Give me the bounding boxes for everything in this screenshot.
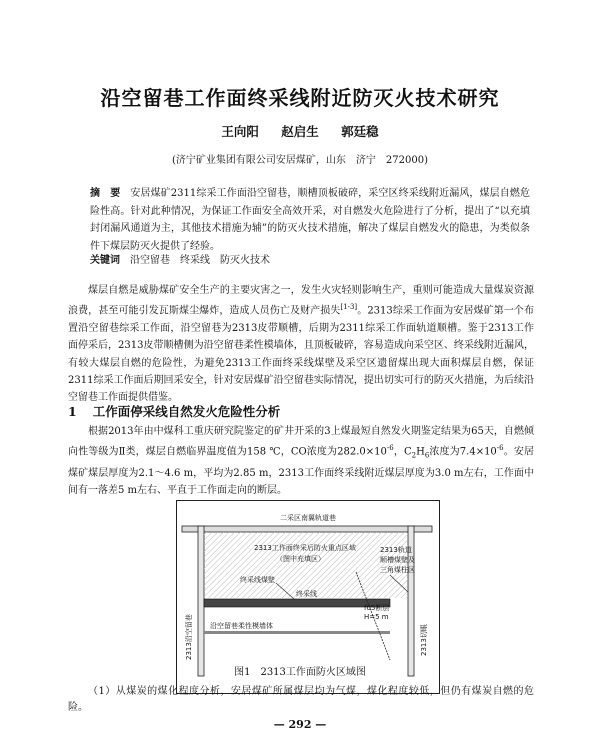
top-road-label: 二采区南翼轨道巷 [280, 514, 336, 522]
abstract-label: 摘 要 [90, 188, 121, 199]
subscript: 2 [411, 451, 417, 460]
right-label-1: 2313轨道 [380, 546, 412, 554]
fill-zone [204, 532, 408, 598]
fault-label-1: f05断层 [364, 604, 390, 612]
author-name: 赵启生 [281, 124, 319, 139]
affiliation: (济宁矿业集团有限公司安居煤矿，山东 济宁 272000) [172, 155, 428, 166]
zone-label-1: 2313工作面终采后防火重点区域 [254, 544, 356, 552]
stop-line-wall-label: 终采线煤壁 [240, 576, 275, 584]
left-roadway [198, 526, 204, 676]
keywords-label: 关键词 [90, 255, 120, 266]
analysis-paragraph [68, 423, 534, 500]
fault-label-2: H=5 m [364, 613, 389, 621]
intro-text-b: 。2313综采工作面为安居煤矿第一个布置沿空留巷综采工作面，沿空留巷为2313皮带顺槽，后期为2311综采工作面轨道顺槽。鉴于2313工作面停采后，2313皮带顺槽侧为沿空留巷柔性模墙体，且顶板破碎，容易造成向采空区、终采线附近漏风，有较大煤层自燃的危险性，为避免2313工作面终采线煤壁及采空区遗留煤出现大面积煤层自燃，保证2311综采工作面后期回采安全，针对安居煤矿沿空留巷实际情况，提出切实可行的防灭火措施，为后续沿空留巷工作面提供借鉴。 [68, 305, 535, 404]
right-vertical-label: 2313切眼 [420, 624, 428, 656]
intro-paragraph [68, 282, 534, 406]
abstract [90, 185, 530, 255]
keywords [90, 251, 530, 266]
abstract-text: 安居煤矿2311综采工作面沿空留巷，顺槽顶板破碎，采空区终采线附近漏风，煤层自燃危险性高。针对此种情况，为保证工作面安全高效开采，对自燃发火危险进行了分析，提出了“以充填封闭漏风通道为主，其他技术措施为辅”的防灭火技术措施，解决了煤层自燃发火的隐患，为类似条件下煤层防灭火提供了经验。 [90, 188, 530, 252]
right-label-3: 三角煤柱区 [380, 566, 415, 574]
page-number: — 292 — [273, 718, 327, 731]
author-list [0, 122, 600, 140]
subscript: 6 [424, 451, 430, 460]
list-paragraph: （1）从煤炭的煤化程度分析，安居煤矿所属煤层均为气煤，煤化程度较低，但仍有煤炭自燃的危险。 [68, 686, 534, 713]
para-text: H [416, 446, 425, 458]
keywords-text: 沿空留巷 终采线 防灭火技术 [130, 255, 270, 266]
left-vertical-label: 2313沿空留巷 [185, 614, 193, 660]
section-number: 1 [68, 404, 77, 419]
para-text: ，C [393, 446, 412, 458]
paper-title: 沿空留巷工作面终采线附近防灭火技术研究 [100, 86, 500, 110]
intro-text-a: 煤层自燃是威胁煤矿安全生产的主要灾害之一，发生火灾轻则影响生产，重则可能造成大量煤炭资源浪费，甚至可能引发瓦斯煤尘爆炸，造成人员伤亡及财产损失 [68, 285, 534, 317]
para-text: 。安居煤矿煤层厚度为2.1～4.6 m，平均为2.85 m，2313工作面终采线附近煤层厚度为3.0 m左右，工作面中间有一落差5 m左右、平直于工作面走向的断层。 [68, 446, 534, 497]
stop-line-bar [204, 599, 390, 607]
citation: [1-3] [340, 303, 358, 312]
figure-caption: 图1 2313工作面防火区域图 [234, 667, 366, 678]
author-name: 王向阳 [221, 124, 259, 139]
wall-label: 沿空留巷柔性模墙体 [210, 622, 273, 630]
para-text: 根据2013年由中煤科工重庆研究院鉴定的矿井开采的3上煤最短自然发火期鉴定结果为65天，自燃倾向性等级为Ⅱ类，煤层自燃临界温度值为158 ℃，CO浓度为282.0×10 [68, 426, 534, 458]
right-label-2: 顺槽煤壁及 [380, 556, 415, 564]
exponent: -6 [496, 444, 504, 453]
top-roadway [182, 526, 432, 532]
flexible-wall [204, 631, 390, 634]
exponent: -6 [386, 444, 394, 453]
section-title: 工作面停采线自然发火危险性分析 [92, 404, 281, 419]
author-name: 郭廷稳 [341, 124, 379, 139]
section-heading [68, 402, 280, 420]
para-text: 浓度为7.4×10 [429, 446, 497, 458]
stop-line-label: 终采线 [296, 590, 317, 598]
zone-label-2: （图中充填区） [276, 555, 325, 563]
